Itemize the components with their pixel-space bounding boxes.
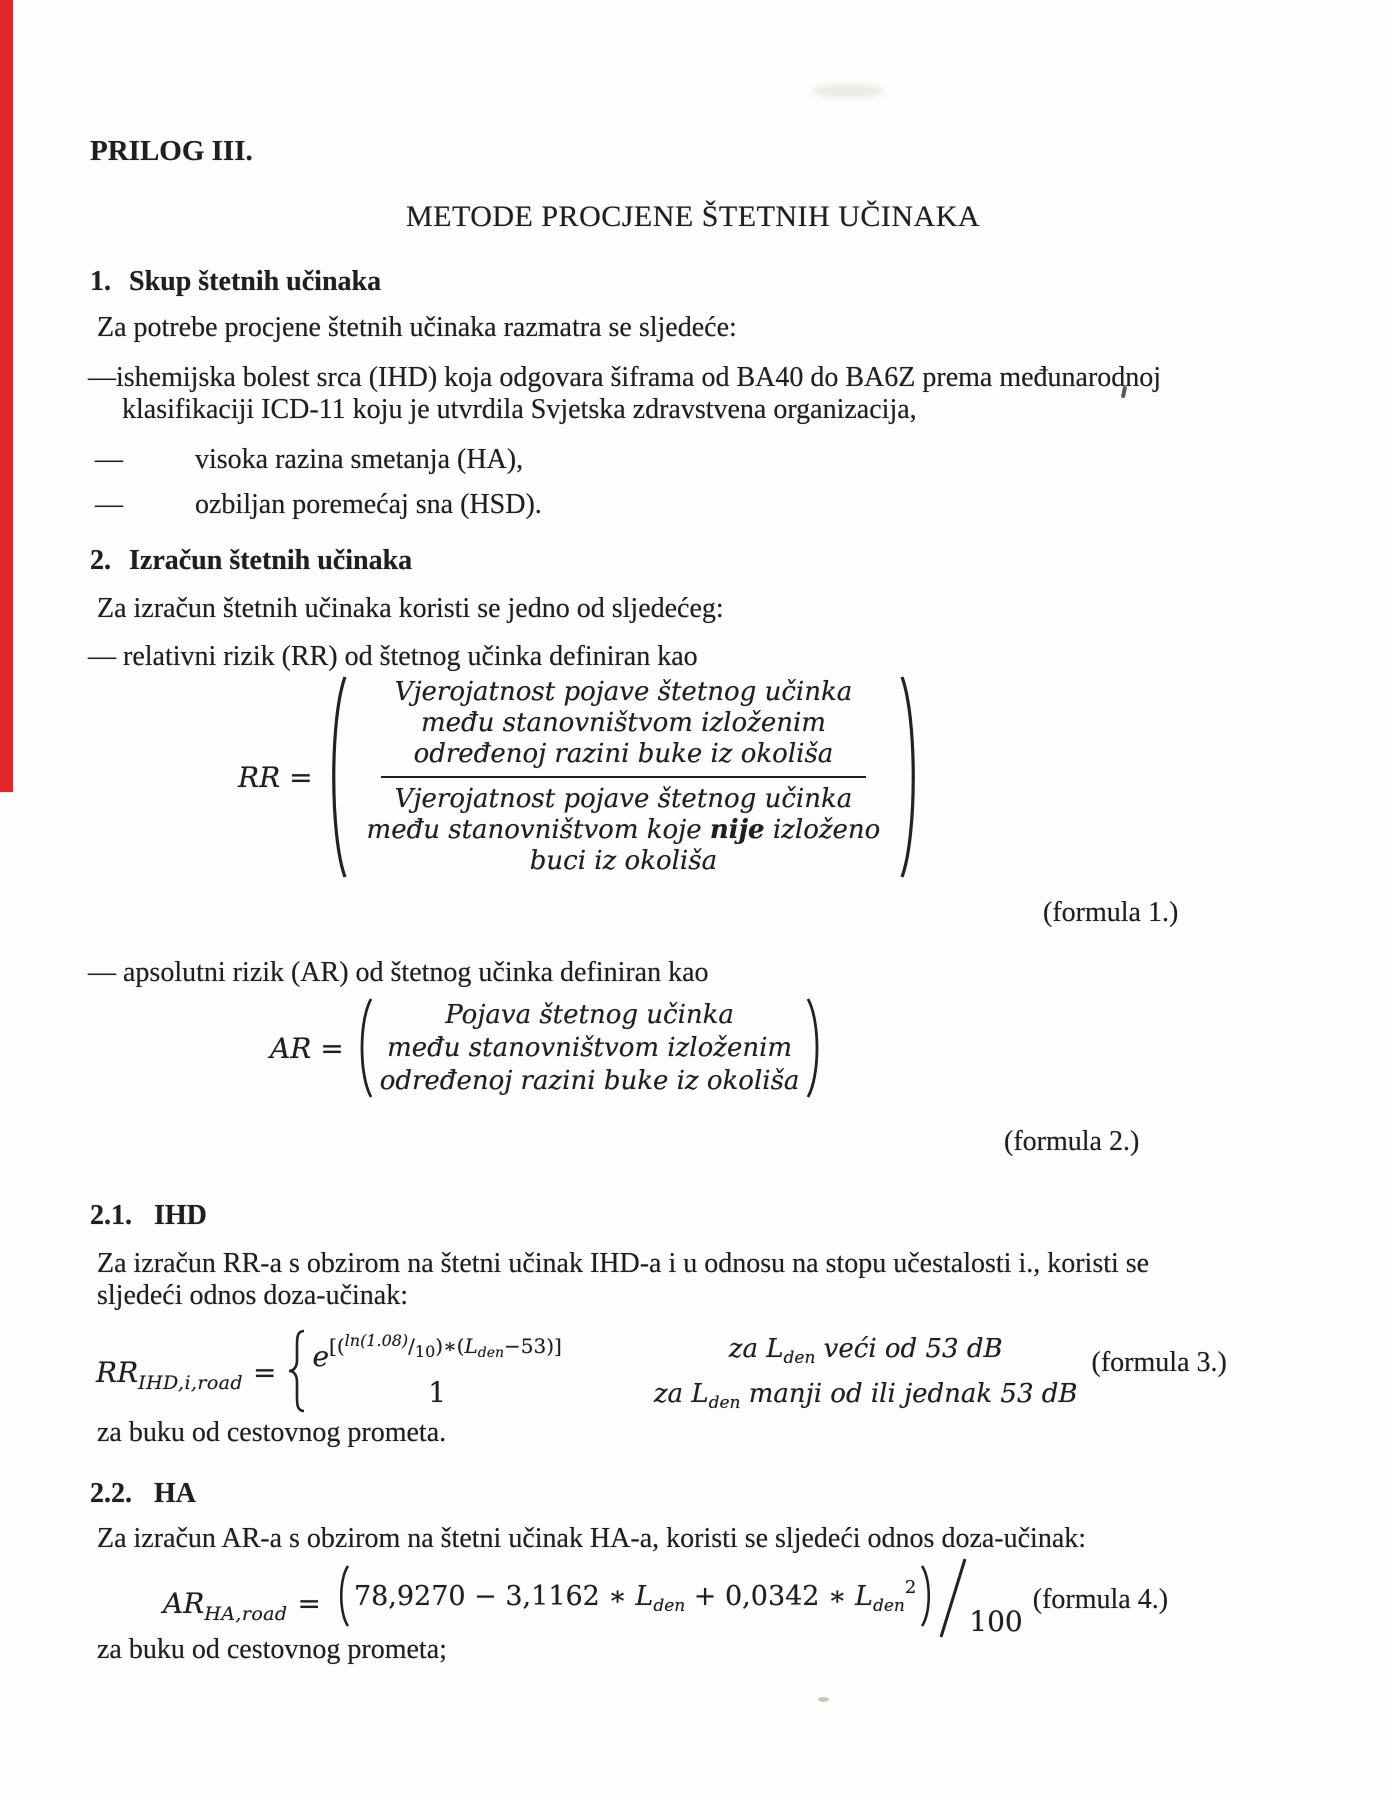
- exp-open: [(: [329, 1334, 345, 1358]
- bullet-absolute-risk: — apsolutni rizik (AR) od štetnog učinka definiran kao: [88, 957, 709, 988]
- ar-line: među stanovništvom izloženim: [387, 1032, 793, 1063]
- denominator-line: Vjerojatnost pojave štetnog učinka: [394, 784, 853, 814]
- formula1-label: (formula 1.): [1043, 897, 1179, 928]
- bullet-relative-risk: — relativni rizik (RR) od štetnog učinka definiran kao: [88, 641, 698, 672]
- ar-symbol: AR: [270, 1031, 312, 1065]
- section1-heading: [90, 265, 381, 299]
- exp-middle: )∗(: [435, 1334, 465, 1358]
- section22-paragraph: Za izračun AR-a s obzirom na štetni učinak HA-a, koristi se sljedeći odnos doza-učinak:: [97, 1523, 1087, 1554]
- exp-ln-numerator: ln(1.08): [344, 1331, 409, 1350]
- denominator-line: buci iz okoliša: [529, 846, 718, 876]
- exp-tail: −53)]: [504, 1334, 562, 1358]
- fraction-slash: [937, 1555, 969, 1641]
- lden-subscript: den: [477, 1345, 505, 1361]
- lden-symbol: L: [691, 1379, 709, 1409]
- section2-heading: [90, 544, 412, 578]
- formula-ha-road: [163, 1553, 1168, 1641]
- formula4-denominator: 100: [969, 1605, 1023, 1638]
- document-title: METODE PROCJENE ŠTETNIH UČINAKA: [405, 200, 981, 233]
- section2-intro: Za izračun štetnih učinaka koristi se jedno od sljedećeg:: [97, 593, 724, 624]
- list-item-ihd-line1: —ishemijska bolest srca (IHD) koja odgovara šiframa od BA40 do BA6Z prema međunarodnoj: [88, 362, 1162, 393]
- case-exponential: [312, 1326, 561, 1372]
- section1-heading-label: Skup štetnih učinaka: [129, 266, 382, 297]
- condition-text: za: [653, 1379, 692, 1409]
- scan-edge-red-stripe: [0, 0, 13, 792]
- section21-footer: za buku od cestovnog prometa.: [97, 1417, 447, 1448]
- formula-ar: [270, 995, 825, 1101]
- numerator-text: + 0,0342 ∗: [685, 1581, 855, 1612]
- fraction-numerator: [381, 675, 867, 778]
- formula4-lhs: [163, 1587, 321, 1625]
- e-symbol: e: [312, 1340, 330, 1373]
- numerator-text: 78,9270 − 3,1162 ∗: [353, 1581, 636, 1612]
- squared-superscript: 2: [904, 1577, 917, 1598]
- denominator-line: [367, 815, 881, 846]
- denominator-bold-word: nije: [709, 815, 765, 845]
- formula4-numerator: [354, 1577, 916, 1616]
- section1-number: 1.: [90, 266, 111, 297]
- denominator-line-post: izloženo: [764, 815, 881, 845]
- lden-subscript: den: [708, 1393, 741, 1413]
- exp-slash: /: [408, 1334, 415, 1358]
- equals-sign: =: [252, 1356, 277, 1389]
- big-left-paren: [335, 1563, 351, 1629]
- formula3-conditions: [654, 1334, 1078, 1419]
- formula-rr: [238, 672, 924, 882]
- formula4-label: (formula 4.): [1032, 1584, 1169, 1615]
- big-left-paren: [323, 672, 349, 882]
- ar-line: određenoj razini buke iz okoliša: [379, 1065, 800, 1096]
- section22-footer: za buku od cestovnog prometa;: [97, 1634, 447, 1665]
- formula2-label: (formula 2.): [1004, 1126, 1140, 1157]
- formula-rr-lhs: [238, 761, 313, 794]
- section21-heading-label: IHD: [154, 1200, 207, 1231]
- section1-intro: Za potrebe procjene štetnih učinaka razmatra se sljedeće:: [97, 312, 737, 343]
- ar-subscript: HA,road: [204, 1603, 288, 1625]
- formula3-lhs: [96, 1356, 276, 1394]
- section22-heading-label: HA: [154, 1478, 196, 1509]
- condition-text: manji od ili jednak 53 dB: [740, 1379, 1078, 1409]
- big-right-paren: [919, 1563, 935, 1629]
- scan-smudge-artifact: [812, 84, 884, 98]
- formula-ar-body: [380, 999, 800, 1098]
- lden-symbol: L: [766, 1334, 784, 1364]
- list-item-ihd-line2: klasifikaciji ICD-11 koju je utvrdila Svjetska zdravstvena organizacija,: [122, 394, 917, 425]
- formula3-label: (formula 3.): [1091, 1347, 1227, 1378]
- big-right-paren: [898, 672, 924, 882]
- lden-subscript: den: [783, 1348, 816, 1368]
- fraction-denominator: [353, 778, 895, 879]
- condition-text: za: [728, 1334, 767, 1364]
- section21-number: 2.1.: [90, 1200, 132, 1231]
- numerator-line: Vjerojatnost pojave štetnog učinka: [394, 677, 853, 707]
- rr-symbol: RR: [238, 760, 281, 794]
- section21-paragraph-line1: Za izračun RR-a s obzirom na štetni učinak IHD-a i u odnosu na stopu učestalosti i., koristi se: [97, 1248, 1150, 1279]
- exp-denominator: 10: [414, 1342, 436, 1361]
- numerator-line: među stanovništvom izloženim: [420, 708, 826, 738]
- list-item-hsd: ozbiljan poremećaj sna (HSD).: [195, 489, 542, 520]
- list-dash: —: [95, 489, 123, 520]
- lden-symbol: L: [635, 1581, 654, 1612]
- equals-sign: =: [297, 1587, 321, 1620]
- section2-number: 2.: [90, 545, 111, 576]
- big-right-paren: [805, 995, 825, 1101]
- formula3-cases: [312, 1326, 561, 1409]
- rr-symbol: RR: [96, 1356, 139, 1389]
- condition-line: [729, 1334, 1003, 1374]
- section2-heading-label: Izračun štetnih učinaka: [129, 545, 413, 576]
- formula-rr-fraction: [353, 675, 895, 879]
- numerator-line: određenoj razini buke iz okoliša: [413, 739, 834, 769]
- equals-sign: =: [289, 760, 313, 794]
- lden-symbol: L: [464, 1334, 478, 1358]
- section22-number: 2.2.: [90, 1478, 132, 1509]
- scan-mark-artifact: [818, 1697, 829, 1702]
- section21-paragraph-line2: sljedeći odnos doza-učinak:: [97, 1280, 409, 1311]
- lden-subscript: den: [872, 1596, 905, 1616]
- condition-line: [654, 1379, 1078, 1419]
- equals-sign: =: [320, 1031, 344, 1065]
- list-item-ha: visoka razina smetanja (HA),: [195, 444, 524, 475]
- list-dash: —: [95, 444, 123, 475]
- section21-heading: [90, 1199, 207, 1233]
- condition-text: veći od 53 dB: [815, 1334, 1003, 1364]
- case-one: 1: [428, 1376, 447, 1409]
- lden-symbol: L: [855, 1581, 873, 1612]
- section22-heading: [90, 1477, 196, 1511]
- big-left-paren: [354, 995, 374, 1101]
- ar-line: Pojava štetnog učinka: [445, 999, 734, 1030]
- big-left-brace: [284, 1328, 308, 1414]
- formula-ar-lhs: [270, 1032, 344, 1065]
- ar-symbol: AR: [163, 1587, 205, 1620]
- rr-subscript: IHD,i,road: [138, 1372, 243, 1394]
- denominator-line-pre: među stanovništvom koje: [366, 815, 710, 845]
- lden-subscript: den: [653, 1596, 686, 1616]
- appendix-title: PRILOG III.: [90, 135, 253, 167]
- formula-ihd-road: [96, 1326, 1227, 1419]
